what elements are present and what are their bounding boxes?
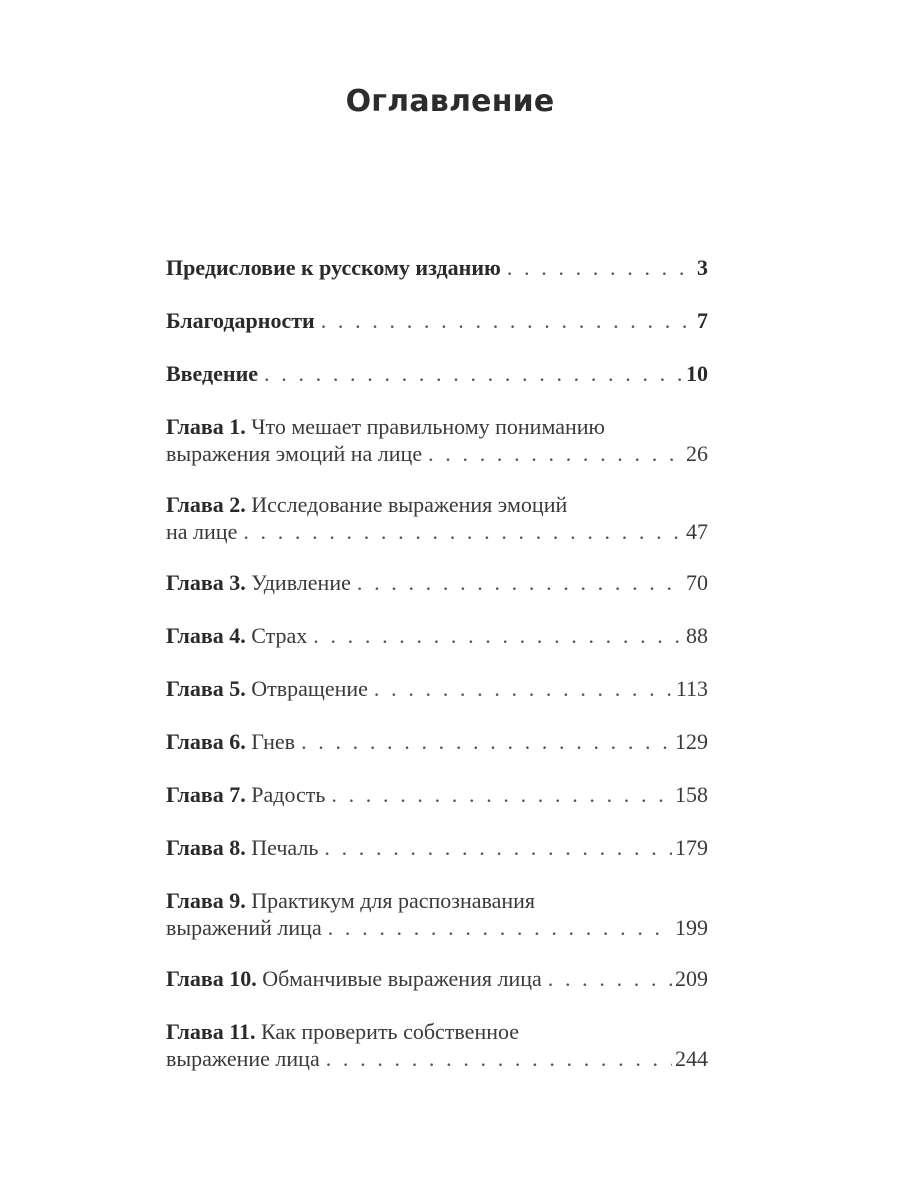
toc-page-number: 179 (675, 835, 708, 860)
dot-leader (243, 518, 683, 545)
chapter-title: Печаль (251, 835, 319, 860)
chapter-number: Глава 10. (166, 966, 257, 991)
dot-leader (428, 440, 683, 467)
toc-page-number: 7 (697, 308, 708, 333)
toc-page-number: 47 (686, 519, 708, 544)
toc-page-number: 70 (686, 570, 708, 595)
chapter-title-line-1: Исследование выражения эмоций (251, 492, 568, 517)
toc-entry-introduction[interactable] (166, 360, 708, 387)
toc-entry-preface[interactable] (166, 254, 708, 281)
toc-entry-chapter-1[interactable] (166, 413, 708, 467)
dot-leader (548, 965, 672, 992)
dot-leader (301, 728, 672, 755)
toc-page-number: 26 (686, 441, 708, 466)
chapter-number: Глава 8. (166, 835, 246, 860)
dot-leader (326, 1045, 672, 1072)
dot-leader (324, 834, 672, 861)
toc-page-number: 199 (675, 915, 708, 940)
chapter-title-line-2: выражение лица (166, 1046, 320, 1071)
toc-entry-title: Предисловие к русскому изданию (166, 255, 501, 280)
chapter-title-line-1: Что мешает правильному пониманию (251, 414, 605, 439)
toc-entry-title: Введение (166, 361, 259, 386)
chapter-title-line-2: выражений лица (166, 915, 322, 940)
chapter-number: Глава 11. (166, 1019, 256, 1044)
toc-page-number: 209 (675, 966, 708, 991)
chapter-number: Глава 3. (166, 570, 246, 595)
toc-entry-chapter-7[interactable] (166, 781, 708, 808)
dot-leader (374, 675, 673, 702)
table-of-contents (166, 254, 708, 1096)
toc-page-number: 10 (686, 361, 708, 386)
chapter-title: Отвращение (251, 676, 368, 701)
toc-entry-chapter-6[interactable] (166, 728, 708, 755)
dot-leader (331, 781, 672, 808)
chapter-title: Обманчивые выражения лица (262, 966, 542, 991)
chapter-title: Радость (251, 782, 326, 807)
toc-page-number: 244 (675, 1046, 708, 1071)
chapter-number: Глава 5. (166, 676, 246, 701)
chapter-number: Глава 6. (166, 729, 246, 754)
chapter-title-line-1: Как проверить собственное (261, 1019, 520, 1044)
toc-page-number: 113 (675, 676, 708, 701)
toc-page-number: 158 (675, 782, 708, 807)
toc-page-number: 88 (686, 623, 708, 648)
chapter-number: Глава 7. (166, 782, 246, 807)
chapter-number: Глава 9. (166, 888, 246, 913)
toc-entry-acknowledgements[interactable] (166, 307, 708, 334)
chapter-title-line-2: выражения эмоций на лице (166, 441, 423, 466)
chapter-number: Глава 2. (166, 492, 246, 517)
chapter-title: Гнев (251, 729, 296, 754)
chapter-title: Удивление (251, 570, 351, 595)
dot-leader (264, 360, 683, 387)
toc-entry-chapter-11[interactable] (166, 1018, 708, 1072)
chapter-number: Глава 1. (166, 414, 246, 439)
chapter-number: Глава 4. (166, 623, 246, 648)
dot-leader (321, 307, 694, 334)
dot-leader (328, 914, 672, 941)
toc-entry-chapter-3[interactable] (166, 569, 708, 596)
chapter-title-line-1: Практикум для распознавания (251, 888, 536, 913)
dot-leader (313, 622, 683, 649)
toc-entry-chapter-8[interactable] (166, 834, 708, 861)
chapter-title: Страх (251, 623, 308, 648)
toc-entry-chapter-5[interactable] (166, 675, 708, 702)
toc-page-number: 129 (675, 729, 708, 754)
toc-page-number: 3 (697, 255, 708, 280)
toc-entry-title: Благодарности (166, 308, 315, 333)
toc-entry-chapter-9[interactable] (166, 887, 708, 941)
toc-entry-chapter-4[interactable] (166, 622, 708, 649)
toc-entry-chapter-10[interactable] (166, 965, 708, 992)
dot-leader (357, 569, 683, 596)
chapter-title-line-2: на лице (166, 519, 238, 544)
toc-entry-chapter-2[interactable] (166, 491, 708, 545)
dot-leader (507, 254, 694, 281)
page-title: Оглавление (345, 84, 555, 119)
